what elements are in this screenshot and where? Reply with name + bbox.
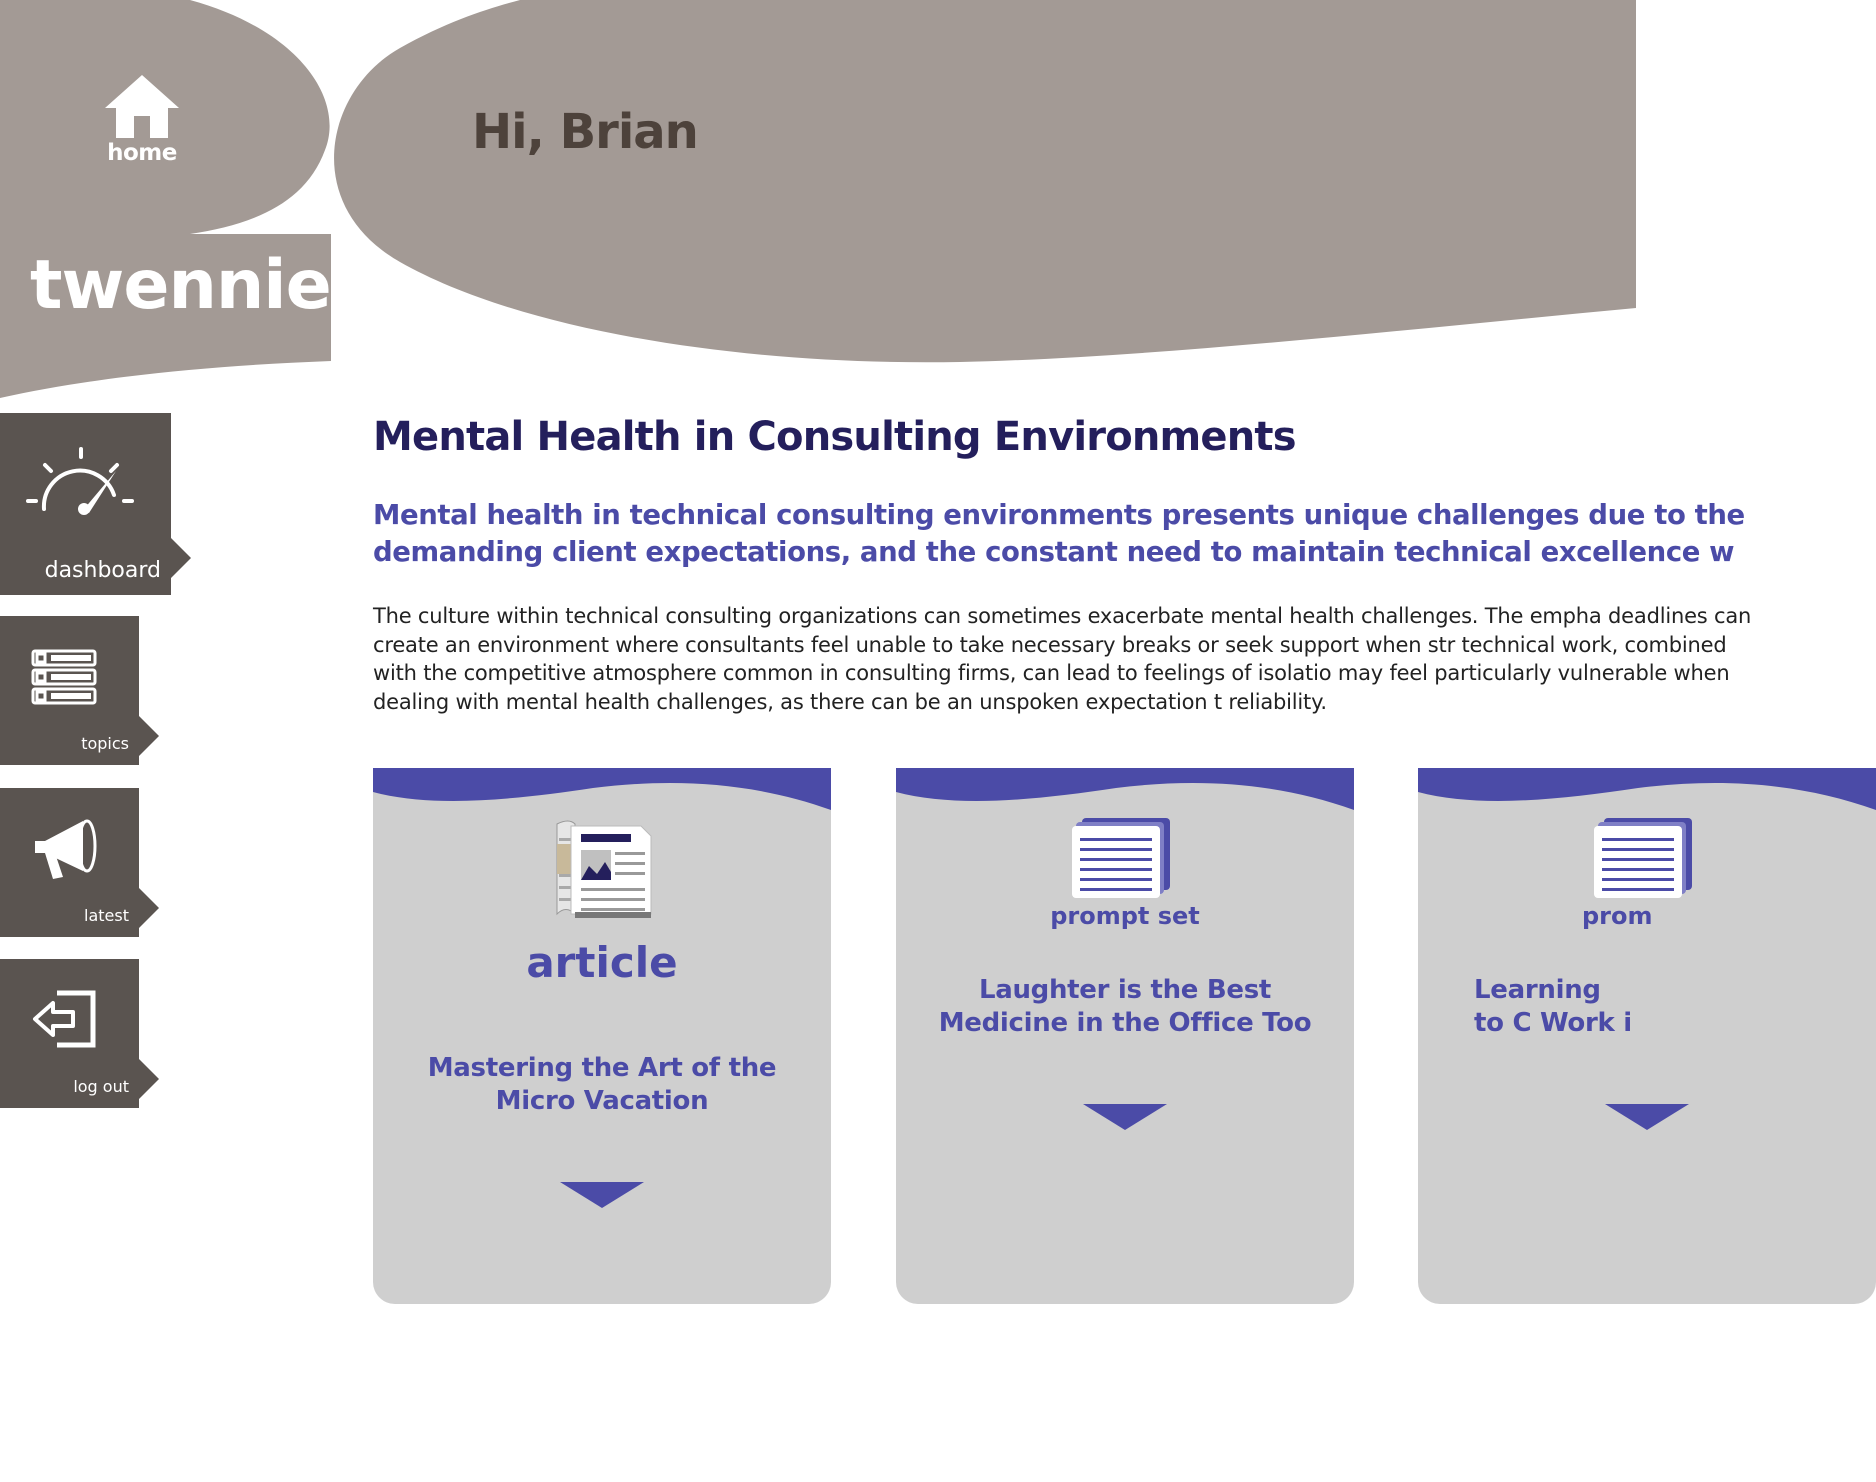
nav-topics-label: topics	[81, 734, 129, 753]
nav-topics[interactable]	[0, 616, 139, 765]
nav-latest[interactable]	[0, 788, 139, 937]
intro-paragraph: Mental health in technical consulting environments presents unique challenges due to the demanding client expectations, and the constant need to maintain technical excellence w	[373, 499, 1745, 568]
card-title: Mastering the Art of the Micro Vacation	[427, 1053, 777, 1116]
home-button[interactable]	[92, 72, 192, 182]
newspaper-icon	[553, 818, 653, 918]
nav-logout-label: log out	[73, 1077, 129, 1096]
card-title: Learning to C Work i	[1474, 975, 1632, 1038]
card-header-wave	[896, 768, 1354, 810]
gauge-icon	[26, 443, 136, 517]
greeting: Hi, Brian	[472, 104, 698, 160]
nav-latest-label: latest	[84, 906, 129, 925]
content-card[interactable]	[896, 768, 1354, 1304]
nav-logout-arrow	[139, 1059, 159, 1099]
nav-latest-arrow	[139, 888, 159, 928]
home-label: home	[107, 140, 177, 166]
home-icon	[104, 72, 180, 140]
card-header-wave	[373, 768, 831, 810]
page-title: Mental Health in Consulting Environments	[373, 414, 1296, 460]
brand-logo: twennie	[30, 246, 331, 325]
expand-chevron-icon[interactable]	[1605, 1104, 1689, 1130]
nav-dashboard-arrow	[171, 538, 191, 578]
nav-topics-arrow	[139, 716, 159, 756]
nav-dashboard[interactable]	[0, 413, 171, 595]
card-type-label: prompt set	[1050, 902, 1200, 930]
greeting-blob-shape	[334, 0, 1636, 362]
logout-icon	[31, 989, 99, 1049]
card-header-wave	[1418, 768, 1876, 810]
expand-chevron-icon[interactable]	[560, 1182, 644, 1208]
nav-logout[interactable]	[0, 959, 139, 1108]
content-card[interactable]	[1418, 768, 1876, 1304]
card-title: Laughter is the Best Medicine in the Office Too	[938, 975, 1312, 1038]
megaphone-icon	[31, 813, 99, 883]
expand-chevron-icon[interactable]	[1083, 1104, 1167, 1130]
document-stack-icon	[1594, 818, 1694, 898]
body-paragraph: The culture within technical consulting organizations can sometimes exacerbate mental health challenges. The empha deadlines can create an environment where consultants feel unable to take necessary breaks or seek support when str technical work, combined with the competitive atmosphere common in consulting firms, can lead to feelings of isolatio may feel particularly vulnerable when dealing with mental health challenges, as there can be an unspoken expectation t reliability.	[373, 604, 1752, 714]
document-stack-icon	[1072, 818, 1172, 898]
card-type-label: article	[526, 938, 678, 987]
list-icon	[31, 649, 97, 705]
content-card[interactable]	[373, 768, 831, 1304]
nav-dashboard-label: dashboard	[44, 558, 161, 583]
card-type-label: prom	[1582, 902, 1653, 930]
header-background	[0, 0, 1636, 420]
